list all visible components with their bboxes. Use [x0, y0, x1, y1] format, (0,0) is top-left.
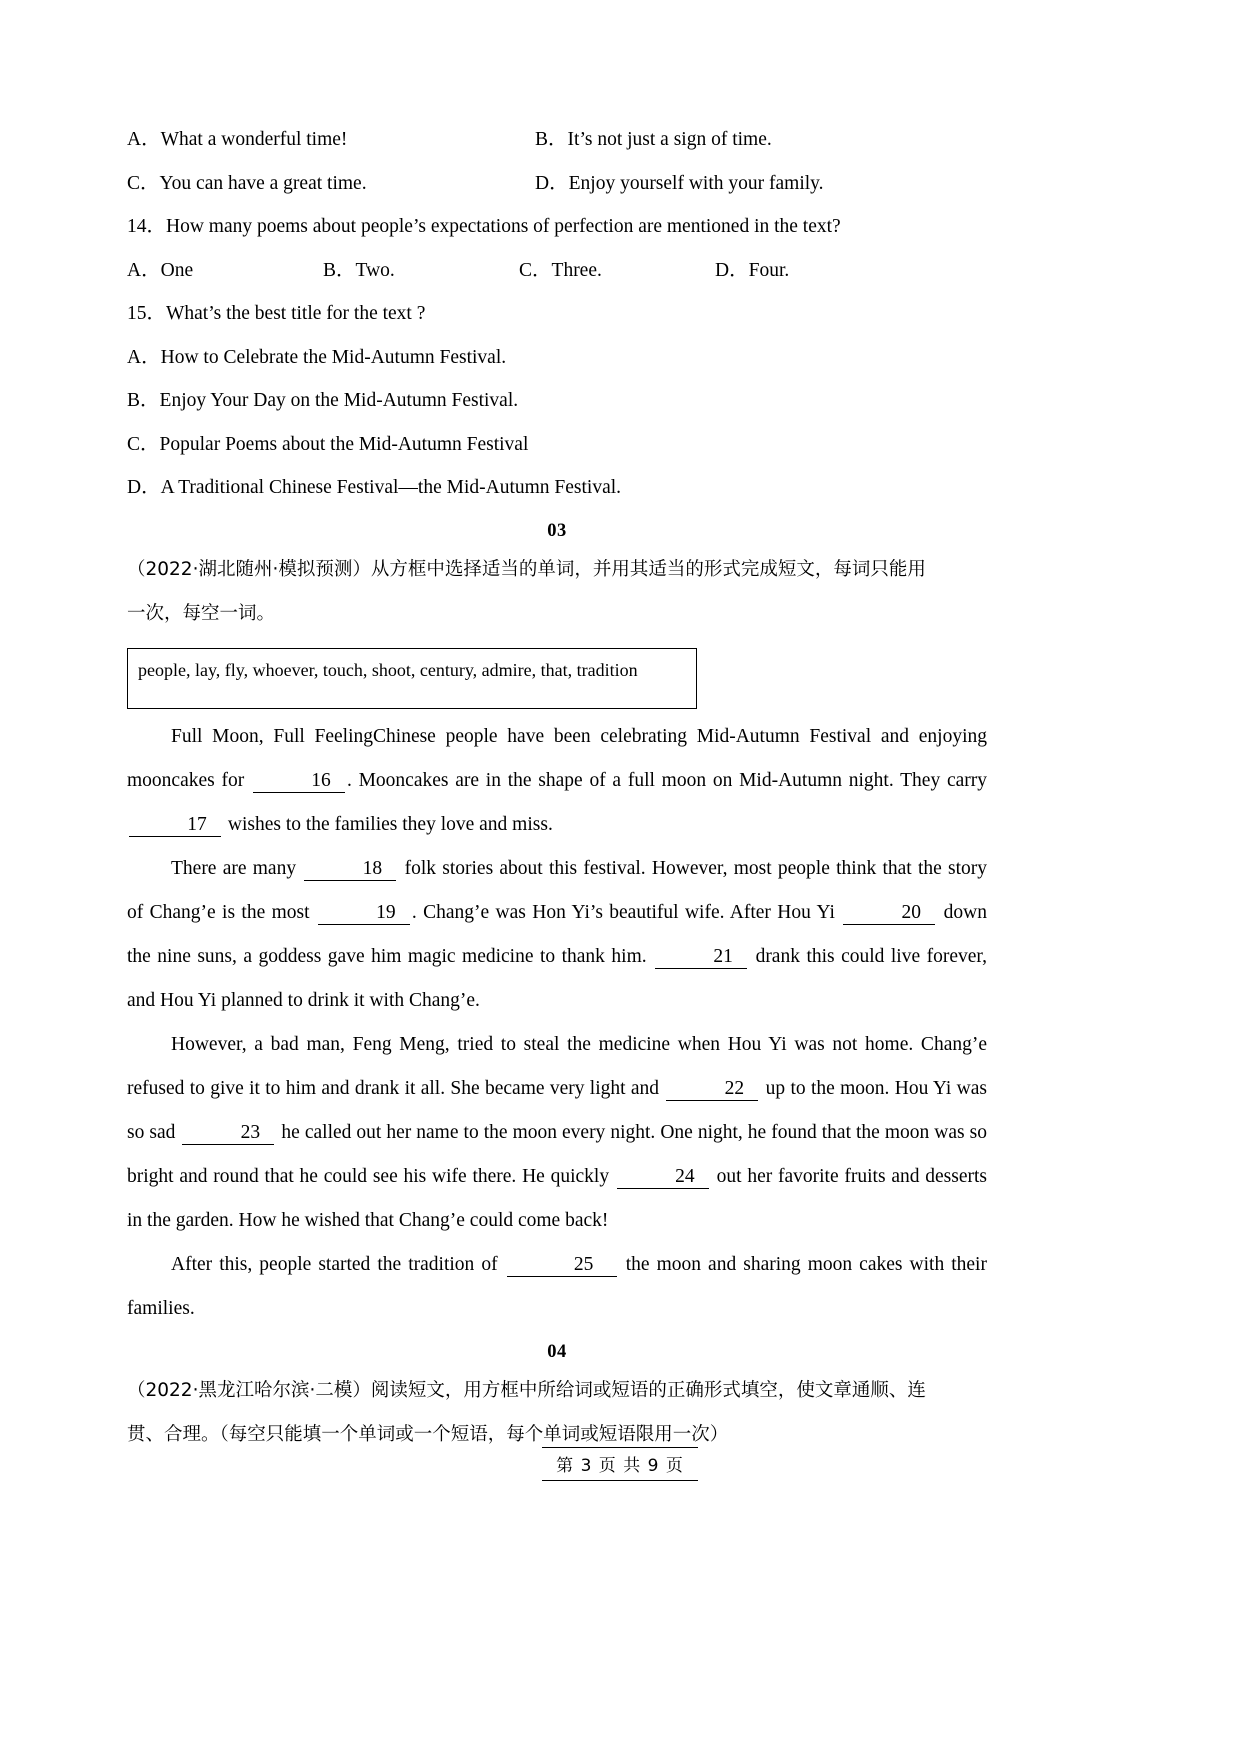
q14-option-a-label: One — [160, 259, 194, 281]
p4-text-a: After this, people started the tradition of — [171, 1253, 505, 1275]
p2-text-d: down the nine suns, a goddess gave him magic medicine to thank him. — [127, 901, 987, 967]
p1-text-b: . Mooncakes are in the shape of a full moon on Mid-Autumn night. They carry — [346, 769, 987, 791]
p3-text-d: out her favorite fruits and desserts in the garden. How he wished that Chang’e could come back! — [127, 1165, 987, 1231]
passage-paragraph-1 — [127, 715, 987, 847]
p3-text-a: However, a bad man, Feng Meng, tried to steal the medicine when Hou Yi was not home. Chang’e refused to give it to him and drank it all. She became very light and — [127, 1033, 987, 1099]
section-04-instruction-line-1: （2022·黑龙江哈尔滨·二模）阅读短文，用方框中所给词或短语的正确形式填空，使文章通顺、连 — [127, 1379, 926, 1401]
option-a-sep: ． — [141, 129, 161, 150]
passage-paragraph-2 — [127, 847, 987, 1023]
q14-option-c-sep: ． — [532, 259, 552, 281]
question15-stem: 15．What’s the best title for the text ? — [127, 303, 426, 324]
q15-option-a-sep: ． — [141, 346, 161, 368]
option-d — [535, 162, 824, 206]
passage-paragraph-4 — [127, 1243, 987, 1331]
section-03-number: 03 — [547, 520, 567, 541]
blank-19[interactable]: 19 — [318, 902, 410, 925]
blank-22[interactable]: 22 — [666, 1078, 758, 1101]
q14-option-c — [519, 249, 715, 293]
q15-option-b-letter: B — [127, 390, 141, 411]
q15-option-c — [127, 423, 987, 467]
option-a-text: A — [127, 129, 142, 150]
p3-text-b: up to the moon. Hou Yi was so sad — [127, 1077, 987, 1143]
q14-option-d — [715, 249, 789, 293]
option-b-sep: ． — [548, 129, 568, 150]
q15-option-c-sep: ． — [140, 433, 160, 455]
p2-text-c: . Chang’e was Hon Yi’s beautiful wife. After Hou Yi — [411, 901, 842, 923]
blank-25[interactable]: 25 — [507, 1254, 617, 1277]
p2-text-e: drank this could live forever, and Hou Yi planned to drink it with Chang’e. — [127, 945, 987, 1011]
p1-text-c: wishes to the families they love and miss. — [223, 813, 553, 835]
q14-option-b-letter: B — [323, 259, 337, 281]
q14-option-a-sep: ． — [141, 259, 161, 281]
option-b-text: B — [535, 129, 549, 150]
option-d-label: Enjoy yourself with your family. — [568, 172, 824, 194]
question14-stem: 14．How many poems about people’s expectations of perfection are mentioned in the text? — [127, 216, 841, 237]
q15-option-c-label: Popular Poems about the Mid-Autumn Festival — [159, 433, 529, 455]
q15-option-d-letter: D — [127, 477, 142, 498]
page-footer — [0, 1447, 1240, 1481]
section-04-number: 04 — [547, 1341, 567, 1362]
q14-option-a — [127, 249, 323, 293]
blank-18[interactable]: 18 — [304, 858, 396, 881]
blank-16[interactable]: 16 — [253, 770, 345, 793]
q14-option-d-label: Four. — [748, 259, 790, 281]
p1-text-a: Full Moon, Full FeelingChinese people have been celebrating Mid-Autumn Festival and enjoying mooncakes for — [127, 725, 987, 791]
q15-option-b-sep: ． — [140, 390, 160, 411]
q15-option-b — [127, 379, 987, 423]
word-bank-list: people, lay, fly, whoever, touch, shoot, century, admire, that, tradition — [138, 659, 638, 680]
q14-option-d-letter: D — [715, 259, 730, 281]
option-a-label: What a wonderful time! — [160, 129, 348, 150]
option-c — [127, 162, 535, 206]
q14-option-c-label: Three. — [551, 259, 602, 281]
p2-text-a: There are many — [171, 857, 303, 879]
q14-option-c-letter: C — [519, 259, 533, 281]
question14-options-row — [127, 249, 987, 293]
option-b-label: It’s not just a sign of time. — [567, 129, 772, 150]
section-03-instruction-line-2: 一次，每空一词。 — [127, 602, 276, 624]
option-c-label: You can have a great time. — [159, 172, 367, 194]
section-03-instruction-line-1: （2022·湖北随州·模拟预测）从方框中选择适当的单词，并用其适当的形式完成短文，每词只能用 — [127, 558, 926, 580]
q14-option-d-sep: ． — [729, 259, 749, 281]
blank-23[interactable]: 23 — [182, 1122, 274, 1145]
q15-option-a-label: How to Celebrate the Mid-Autumn Festival. — [160, 346, 507, 368]
q15-option-d — [127, 466, 987, 510]
q14-option-a-letter: A — [127, 259, 142, 281]
question13-options-row-1 — [127, 118, 987, 162]
q15-option-c-letter: C — [127, 433, 141, 455]
q15-option-d-sep: ． — [141, 477, 161, 498]
option-c-text: C — [127, 172, 141, 194]
page-content — [127, 118, 987, 1457]
p2-text-b: folk stories about this festival. However, most people think that the story of Chang’e is the most — [127, 857, 988, 923]
option-b — [535, 118, 772, 162]
question13-options-row-2 — [127, 162, 987, 206]
blank-17[interactable]: 17 — [129, 814, 221, 837]
option-d-sep: ． — [549, 172, 569, 194]
q15-option-d-label: A Traditional Chinese Festival—the Mid-Autumn Festival. — [160, 477, 622, 498]
option-a — [127, 118, 535, 162]
blank-24[interactable]: 24 — [617, 1166, 709, 1189]
passage-paragraph-3 — [127, 1023, 987, 1243]
option-c-sep: ． — [140, 172, 160, 194]
word-bank-box — [127, 648, 697, 709]
p3-text-c: he called out her name to the moon every night. One night, he found that the moon was so bright and round that he could see his wife there. He quickly — [127, 1121, 987, 1187]
q15-option-b-label: Enjoy Your Day on the Mid-Autumn Festival. — [159, 390, 519, 411]
q14-option-b-sep: ． — [336, 259, 356, 281]
blank-21[interactable]: 21 — [655, 946, 747, 969]
q15-option-a-letter: A — [127, 346, 142, 368]
option-d-text: D — [535, 172, 550, 194]
q14-option-b — [323, 249, 519, 293]
blank-20[interactable]: 20 — [843, 902, 935, 925]
page-number-label: 第 3 页 共 9 页 — [542, 1447, 698, 1481]
section-04-instruction-line-2: 贯、合理。（每空只能填一个单词或一个短语，每个单词或短语限用一次） — [127, 1423, 729, 1445]
q15-option-a — [127, 336, 987, 380]
q14-option-b-label: Two. — [355, 259, 395, 281]
p4-text-b: the moon and sharing moon cakes with their families. — [127, 1253, 987, 1319]
